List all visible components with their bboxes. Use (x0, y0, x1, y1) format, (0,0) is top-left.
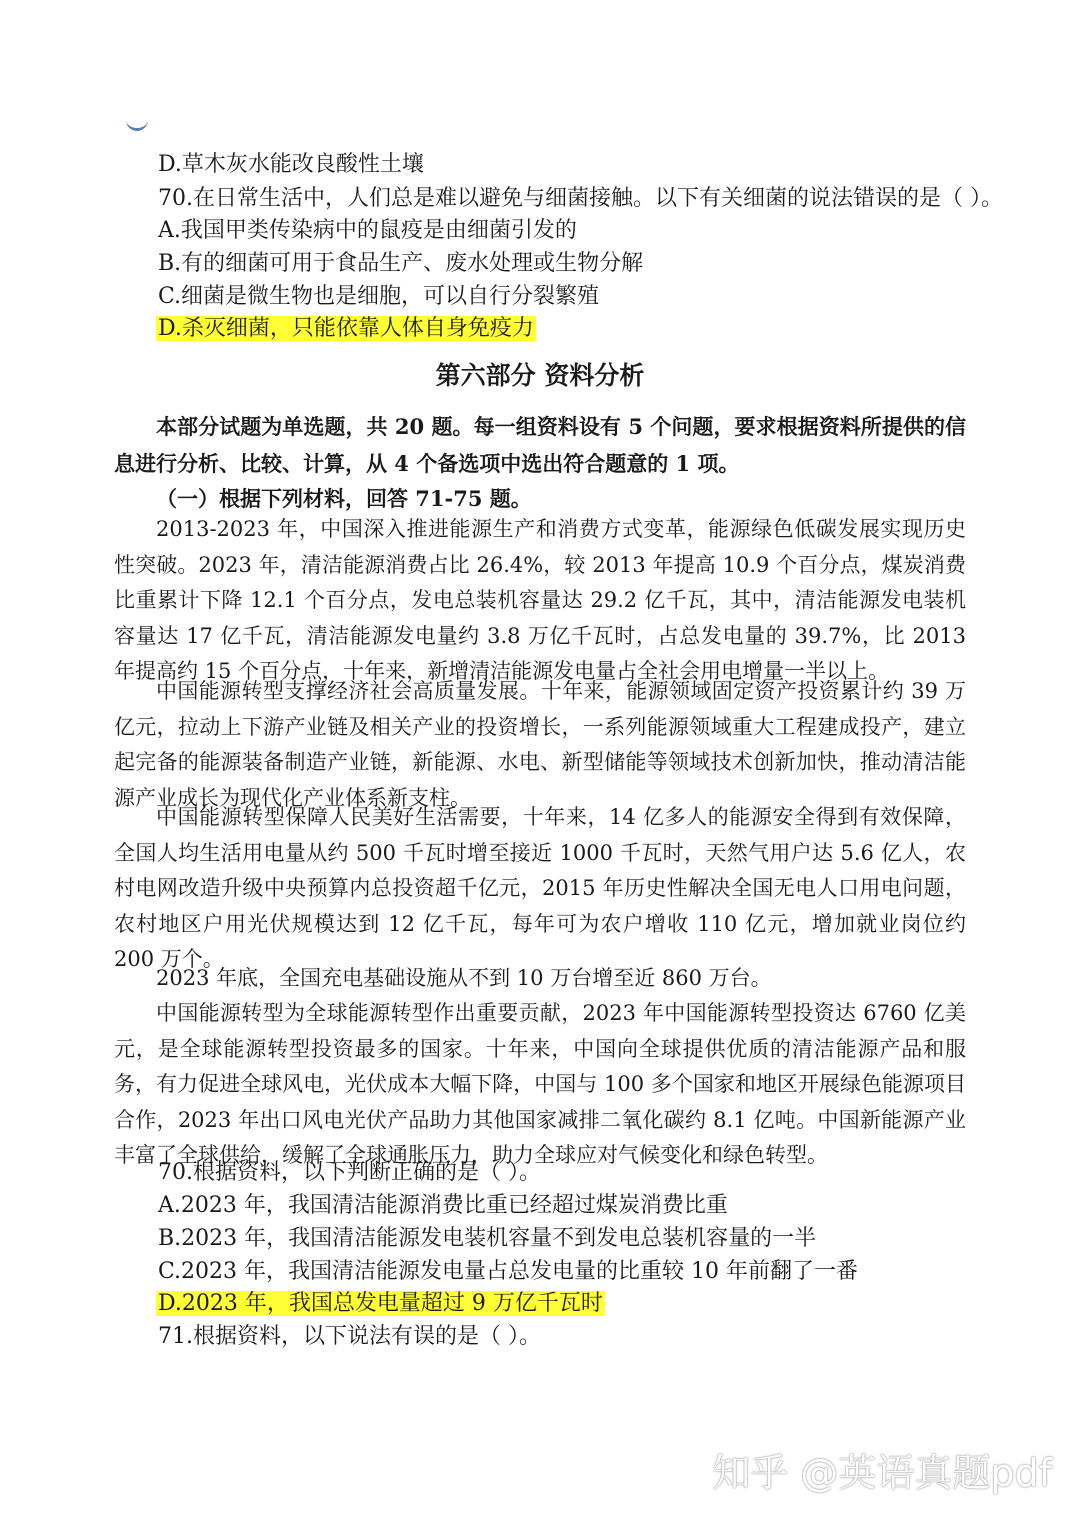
option-c-line: C.细菌是微生物也是细胞，可以自行分裂繁殖 (158, 284, 600, 309)
option-a-line: A.我国甲类传染病中的鼠疫是由细菌引发的 (158, 218, 577, 243)
instructions: 本部分试题为单选题，共 20 题。每一组资料设有 5 个问题，要求根据资料所提供的信息进行分析、比较、计算，从 4 个备选项中选出符合题意的 1 项。 (114, 414, 966, 476)
question-71-stem: 71.根据资料，以下说法有误的是（ ）。 (158, 1324, 541, 1349)
question-70b-stem: 70.根据资料，以下判断正确的是（ ）。 (158, 1160, 541, 1185)
section-title: 第六部分 资料分析 (435, 361, 645, 390)
option-d-line: D.草木灰水能改良酸性土壤 (158, 152, 424, 177)
highlighted-answer (156, 313, 536, 345)
paragraph-4: 2023 年底，全国充电基础设施从不到 10 万台增至近 860 万台。 (156, 966, 772, 990)
subsection-heading: （一）根据下列材料，回答 71-75 题。 (156, 486, 532, 511)
watermark: 知乎 @英语真题pdf (712, 1451, 1052, 1495)
q70-option-c: C.2023 年，我国清洁能源发电量占总发电量的比重较 10 年前翻了一番 (158, 1259, 859, 1284)
paragraph-5: 中国能源转型为全球能源转型作出重要贡献，2023 年中国能源转型投资达 6760 亿美元，是全球能源转型投资最多的国家。十年来，中国向全球提供优质的清洁能源产品和服务，有力促进全球风电，光伏成本大幅下降，中国与 100 多个国家和地区开展绿色能源项目合作，2023 年出口风电光伏产品助力其他国家减排二氧化碳约 8.1 亿吨。中国新能源产业丰富了全球供给，缓解了全球通胀压力，助力全球应对气候变化和绿色转型。 (114, 1001, 966, 1168)
paragraph-2: 中国能源转型支撑经济社会高质量发展。十年来，能源领域固定资产投资累计约 39 万亿元，拉动上下游产业链及相关产业的投资增长，一系列能源领域重大工程建成投产，建立起完备的能源装备制造产业链，新能源、水电、新型储能等领域技术创新加快，推动清洁能源产业成长为现代化产业体系新支柱。 (114, 679, 966, 810)
q70-option-b: B.2023 年，我国清洁能源发电装机容量不到发电总装机容量的一半 (158, 1226, 817, 1251)
q70-answer-text: D.2023 年，我国总发电量超过 9 万亿千瓦时 (158, 1291, 603, 1316)
option-b-line: B.有的细菌可用于食品生产、废水处理或生物分解 (158, 251, 644, 276)
paragraph-1: 2013-2023 年，中国深入推进能源生产和消费方式变革，能源绿色低碳发展实现历史性突破。2023 年，清洁能源消费占比 26.4%，较 2013 年提高 10.9 个百分点，煤炭消费比重累计下降 12.1 个百分点，发电总装机容量达 29.2 亿千瓦，其中，清洁能源发电装机容量达 17 亿千瓦，清洁能源发电量约 3.8 万亿千瓦时，占总发电量的 39.7%，比 2013 年提高约 15 个百分点，十年来，新增清洁能源发电量占全社会用电增量一半以上。 (114, 517, 966, 684)
paragraph-3: 中国能源转型保障人民美好生活需要，十年来，14 亿多人的能源安全得到有效保障，全国人均生活用电量从约 500 千瓦时增至接近 1000 千瓦时，天然气用户达 5.6 亿人，农村电网改造升级中央预算内总投资超千亿元，2015 年历史性解决全国无电人口用电问题，农村地区户用光伏规模达到 12 亿千瓦，每年可为农户增收 110 亿元，增加就业岗位约 200 万个。 (114, 805, 966, 972)
q70-option-a: A.2023 年，我国清洁能源消费比重已经超过煤炭消费比重 (158, 1193, 728, 1218)
blue-mark-icon (126, 118, 148, 131)
q70-highlighted-answer (156, 1288, 605, 1320)
question-70-stem: 70.在日常生活中，人们总是难以避免与细菌接触。以下有关细菌的说法错误的是（ ）。 (158, 186, 1003, 211)
answer-text: D.杀灭细菌，只能依靠人体自身免疫力 (158, 316, 534, 341)
